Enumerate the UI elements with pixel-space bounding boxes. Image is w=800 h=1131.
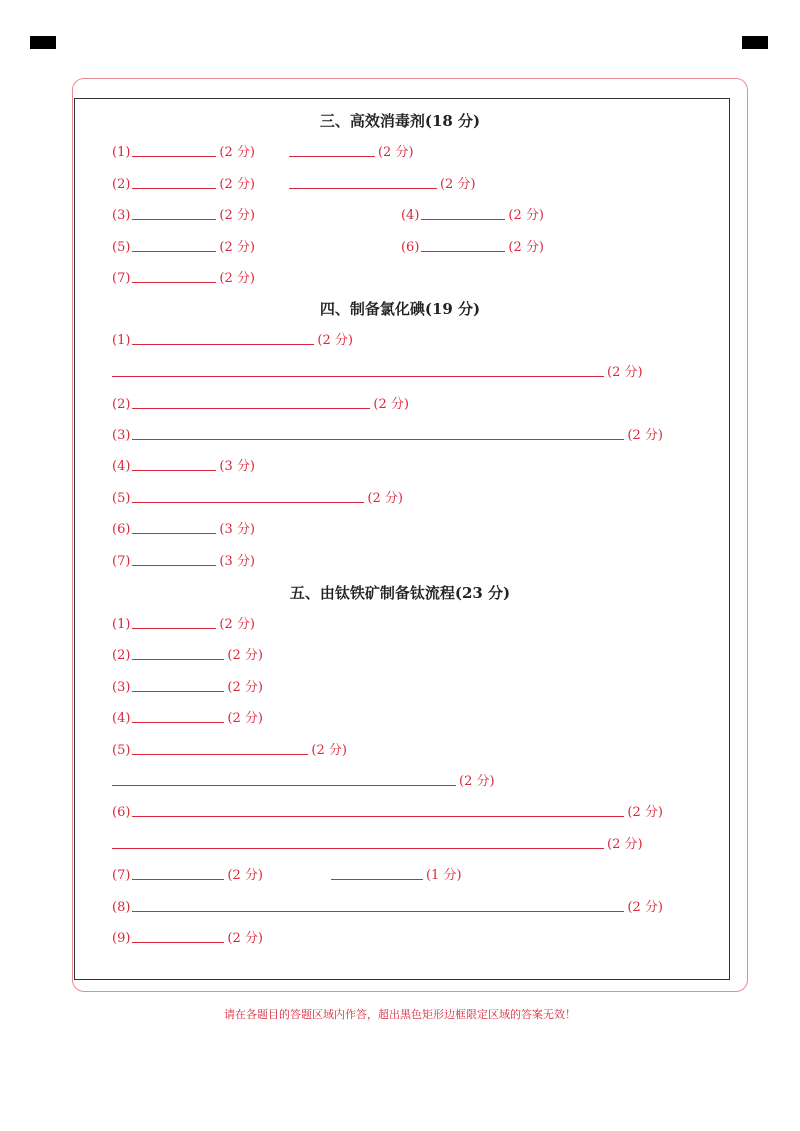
- answer-blank[interactable]: [132, 155, 216, 157]
- s5-row-8: [112, 834, 643, 852]
- score-label: (2 分): [227, 931, 263, 946]
- s4-row-2: [112, 362, 643, 380]
- score-label: (2 分): [508, 240, 544, 255]
- score-label: (2 分): [311, 743, 347, 758]
- s5-row-9: [112, 865, 462, 883]
- s4-row-3: [112, 394, 409, 412]
- score-label: (2 分): [627, 428, 663, 443]
- answer-blank[interactable]: [132, 501, 364, 503]
- question-number: (4): [112, 459, 131, 474]
- question-number: (1): [112, 145, 131, 160]
- question-number: (3): [112, 428, 131, 443]
- s4-row-6: [112, 488, 403, 506]
- s5-row-1: [112, 614, 255, 632]
- answer-blank[interactable]: [132, 658, 224, 660]
- score-label: (3 分): [219, 459, 255, 474]
- answer-blank[interactable]: [132, 407, 370, 409]
- question-number: (2): [112, 177, 131, 192]
- question-number: (5): [112, 743, 131, 758]
- section-title-5: 五、由钛铁矿制备钛流程(23 分): [289, 584, 511, 602]
- s4-row-4: [112, 425, 663, 443]
- answer-blank[interactable]: [132, 250, 216, 252]
- score-label: (2 分): [627, 900, 663, 915]
- answer-blank[interactable]: [331, 878, 423, 880]
- score-label: (2 分): [227, 711, 263, 726]
- answer-blank[interactable]: [289, 155, 375, 157]
- question-number: (2): [112, 648, 131, 663]
- answer-blank[interactable]: [112, 847, 604, 849]
- answer-blank[interactable]: [132, 627, 216, 629]
- score-label: (2 分): [373, 397, 409, 412]
- question-number: (6): [112, 522, 131, 537]
- answer-blank[interactable]: [132, 564, 216, 566]
- s3-row-4: [112, 237, 544, 255]
- question-number: (1): [112, 333, 131, 348]
- question-number: (6): [400, 240, 420, 255]
- answer-blank[interactable]: [421, 250, 505, 252]
- section-title-3: 三、高效消毒剂(18 分): [319, 112, 481, 130]
- answer-blank[interactable]: [132, 721, 224, 723]
- s3-row-3: [112, 205, 544, 223]
- score-label: (2 分): [219, 145, 255, 160]
- question-number: (1): [112, 617, 131, 632]
- s5-row-11: [112, 928, 263, 946]
- score-label: (2 分): [227, 680, 263, 695]
- s5-row-10: [112, 897, 663, 915]
- answer-blank[interactable]: [112, 375, 604, 377]
- s4-row-7: [112, 519, 255, 537]
- answer-blank[interactable]: [132, 281, 216, 283]
- score-label: (2 分): [219, 208, 255, 223]
- score-label: (3 分): [219, 522, 255, 537]
- s3-row-5: [112, 268, 255, 286]
- score-label: (2 分): [317, 333, 353, 348]
- answer-blank[interactable]: [289, 187, 437, 189]
- question-number: (5): [112, 491, 131, 506]
- answer-blank[interactable]: [132, 878, 224, 880]
- score-label: (2 分): [607, 365, 643, 380]
- score-label: (2 分): [227, 648, 263, 663]
- question-number: (9): [112, 931, 131, 946]
- answer-blank[interactable]: [132, 438, 624, 440]
- score-label: (2 分): [508, 208, 544, 223]
- question-number: (2): [112, 397, 131, 412]
- question-number: (6): [112, 805, 131, 820]
- s3-row-1: [112, 142, 414, 160]
- question-number: (7): [112, 868, 131, 883]
- answer-blank[interactable]: [132, 469, 216, 471]
- s5-row-2: [112, 645, 263, 663]
- s5-row-4: [112, 708, 263, 726]
- question-number: (4): [400, 208, 420, 223]
- question-number: (8): [112, 900, 131, 915]
- score-label: (2 分): [227, 868, 263, 883]
- question-number: (7): [112, 271, 131, 286]
- s4-row-5: [112, 456, 255, 474]
- answer-blank[interactable]: [132, 941, 224, 943]
- score-label: (3 分): [219, 554, 255, 569]
- answer-blank[interactable]: [132, 690, 224, 692]
- s5-row-6: [112, 771, 495, 789]
- alignment-marker-left: [30, 36, 56, 49]
- question-number: (5): [112, 240, 131, 255]
- s4-row-1: [112, 330, 353, 348]
- question-number: (7): [112, 554, 131, 569]
- footer-notice: 请在各题目的答题区域内作答，超出黑色矩形边框限定区域的答案无效！: [224, 1008, 576, 1021]
- s5-row-3: [112, 677, 263, 695]
- answer-blank[interactable]: [132, 343, 314, 345]
- answer-blank[interactable]: [421, 218, 505, 220]
- score-label: (2 分): [219, 271, 255, 286]
- alignment-marker-right: [742, 36, 768, 49]
- score-label: (2 分): [219, 177, 255, 192]
- question-number: (4): [112, 711, 131, 726]
- score-label: (2 分): [377, 145, 414, 160]
- s5-row-5: [112, 740, 347, 758]
- score-label: (2 分): [459, 774, 495, 789]
- answer-blank[interactable]: [132, 815, 624, 817]
- score-label: (2 分): [219, 617, 255, 632]
- section-title-4: 四、制备氯化碘(19 分): [319, 300, 481, 318]
- score-label: (2 分): [439, 177, 476, 192]
- score-label: (1 分): [425, 868, 462, 883]
- answer-blank[interactable]: [132, 187, 216, 189]
- score-label: (2 分): [607, 837, 643, 852]
- score-label: (2 分): [627, 805, 663, 820]
- s4-row-8: [112, 551, 255, 569]
- s3-row-2: [112, 174, 476, 192]
- score-label: (2 分): [219, 240, 255, 255]
- score-label: (2 分): [367, 491, 403, 506]
- answer-blank[interactable]: [132, 218, 216, 220]
- answer-blank[interactable]: [132, 753, 308, 755]
- s5-row-7: [112, 802, 663, 820]
- question-number: (3): [112, 208, 131, 223]
- question-number: (3): [112, 680, 131, 695]
- answer-blank[interactable]: [132, 910, 624, 912]
- answer-blank[interactable]: [112, 784, 456, 786]
- answer-blank[interactable]: [132, 532, 216, 534]
